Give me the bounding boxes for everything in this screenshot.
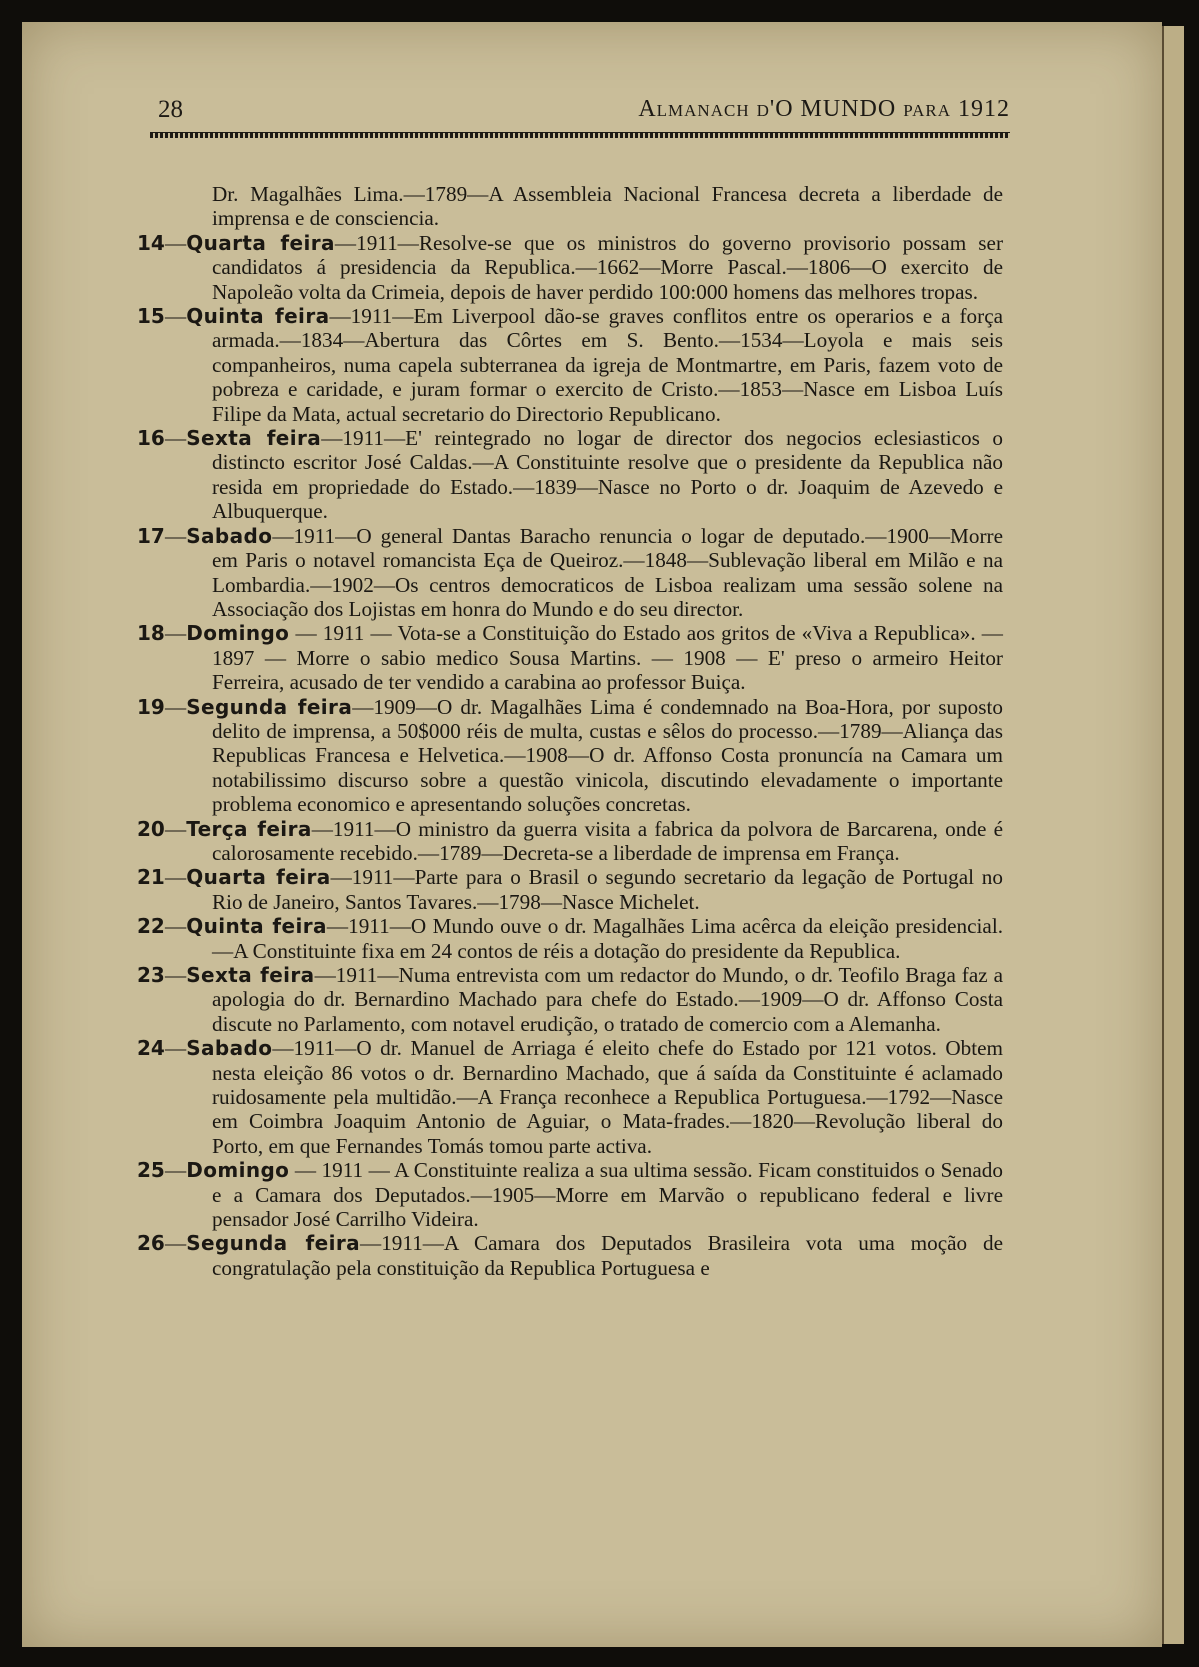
entry-text: —1911—Numa entrevista com um redactor do Mundo, o dr. Teofilo Braga faz a apologia do dr. Bernardino Machado para chefe do Estado.—1909—O dr. Affonso Costa discute no Parlamento, com notavel erudição, o tratado de comercio com a Alemanha. [212, 963, 1003, 1036]
header-rule [150, 132, 1010, 138]
entry-day-23: 23—Sexta feira—1911—Numa entrevista com um redactor do Mundo, o dr. Teofilo Braga faz a apologia do dr. Bernardino Machado para chefe do Estado.—1909—O dr. Affonso Costa discute no Parlamento, com notavel erudição, o tratado de comercio com a Alemanha. [137, 963, 1003, 1036]
entry-day-20: 20—Terça feira—1911—O ministro da guerra visita a fabrica da polvora de Barcarena, onde é calorosamente recebido.—1789—Decreta-se a liberdade de imprensa em França. [137, 816, 1003, 865]
weekday: Quarta feira [186, 865, 331, 890]
day-number: 26 [137, 1231, 165, 1256]
weekday: Domingo [186, 1158, 290, 1183]
entry-day-17: 17—Sabado—1911—O general Dantas Baracho renuncia o logar de deputado.—1900—Morre em Paris o notavel romancista Eça de Queiroz.—1848—Sublevação liberal em Milão e na Lombardia.—1902—Os centros democraticos de Lisboa realizam uma sessão solene na Associação dos Lojistas em honra do Mundo e do seu director. [137, 523, 1003, 621]
entry-day-26: 26—Segunda feira—1911—A Camara dos Deputados Brasileira vota uma moção de congratulação pela constituição da Republica Portuguesa e [137, 1231, 1003, 1280]
weekday: Segunda feira [186, 694, 353, 719]
weekday: Segunda feira [186, 1231, 361, 1256]
entry-day-22: 22—Quinta feira—1911—O Mundo ouve o dr. Magalhães Lima acêrca da eleição presidencial.—A Constituinte fixa em 24 contos de réis a dotação do presidente da Republica. [137, 914, 1004, 963]
weekday: Quarta feira [186, 230, 335, 255]
entry-text: —1911—O general Dantas Baracho renuncia o logar de deputado.—1900—Morre em Paris o notavel romancista Eça de Queiroz.—1848—Sublevação liberal em Milão e na Lombardia.—1902—Os centros democraticos de Lisboa realizam uma sessão solene na Associação dos Lojistas em honra do Mundo e do seu director. [212, 523, 1003, 621]
entry-day-21: 21—Quarta feira—1911—Parte para o Brasil o segundo secretario da legação de Portugal no Rio de Janeiro, Santos Tavares.—1798—Nasce Michelet. [137, 865, 1003, 914]
entry-day-24: 24—Sabado—1911—O dr. Manuel de Arriaga é eleito chefe do Estado por 121 votos. Obtem nesta eleição 86 votos o dr. Bernardino Machado, que á saída da Constituinte é aclamado ruidosamente pela multidão.—A França reconhece a Republica Portuguesa.—1792—Nasce em Coimbra Joaquim Antonio de Aguiar, o Mata-frades.—1820—Revolução liberal do Porto, em que Fernandes Tomás tomou parte activa. [137, 1036, 1003, 1158]
day-number: 14 [137, 230, 165, 255]
entry-text: —1911—O dr. Manuel de Arriaga é eleito chefe do Estado por 121 votos. Obtem nesta eleição 86 votos o dr. Bernardino Machado, que á saída da Constituinte é aclamado ruidosamente pela multidão.—A França reconhece a Republica Portuguesa.—1792—Nasce em Coimbra Joaquim Antonio de Aguiar, o Mata-frades.—1820—Revolução liberal do Porto, em que Fernandes Tomás tomou parte activa. [212, 1036, 1003, 1158]
day-number: 23 [137, 963, 165, 987]
day-number: 25 [137, 1158, 165, 1183]
day-number: 17 [137, 523, 165, 548]
entries-list [137, 231, 1003, 1280]
page-number: 28 [158, 96, 183, 123]
weekday: Sabado [186, 523, 273, 548]
entry-day-16: 16—Sexta feira—1911—E' reintegrado no logar de director dos negocios eclesiasticos o distincto escritor José Caldas.—A Constituinte resolve que o presidente da Republica não resida em propriedade do Estado.—1839—Nasce no Porto o dr. Joaquim de Azevedo e Albuquerque. [137, 426, 1004, 524]
entry-text: —1911—Em Liverpool dão-se graves conflitos entre os operarios e a força armada.—1834—Abertura das Côrtes em S. Bento.—1534—Loyola e mais seis companheiros, numa capela subterranea da igreja de Montmartre, em Paris, fazem voto de pobreza e caridade, e juram formar o exercito de Cristo.—1853—Nasce em Lisboa Luís Filipe da Mata, actual secretario do Directorio Republicano. [212, 304, 1003, 426]
entry-text: —1911—O Mundo ouve o dr. Magalhães Lima acêrca da eleição presidencial.—A Constituinte fixa em 24 contos de réis a dotação do presidente da Republica. [212, 914, 1004, 963]
weekday: Sexta feira [186, 963, 315, 987]
day-number: 16 [137, 426, 165, 451]
weekday: Quinta feira [186, 914, 327, 939]
day-number: 22 [137, 914, 165, 939]
intro-paragraph: Dr. Magalhães Lima.—1789—A Assembleia Nacional Francesa decreta a liberdade de imprensa e de consciencia. [212, 182, 1003, 231]
weekday: Sexta feira [186, 426, 322, 451]
weekday: Quinta feira [186, 304, 330, 329]
entry-text: —1911—E' reintegrado no logar de director dos negocios eclesiasticos o distincto escritor José Caldas.—A Constituinte resolve que o presidente da Republica não resida em propriedade do Estado.—1839—Nasce no Porto o dr. Joaquim de Azevedo e Albuquerque. [212, 426, 1004, 524]
weekday: Domingo [186, 621, 290, 646]
entry-text: — 1911 — A Constituinte realiza a sua ultima sessão. Ficam constituidos o Senado e a Camara dos Deputados.—1905—Morre em Marvão o republicano federal e livre pensador José Carrilho Videira. [212, 1158, 1003, 1232]
weekday: Terça feira [186, 816, 312, 841]
almanac-text [137, 182, 1003, 1280]
entry-day-15: 15—Quinta feira—1911—Em Liverpool dão-se graves conflitos entre os operarios e a força armada.—1834—Abertura das Côrtes em S. Bento.—1534—Loyola e mais seis companheiros, numa capela subterranea da igreja de Montmartre, em Paris, fazem voto de pobreza e caridade, e juram formar o exercito de Cristo.—1853—Nasce em Lisboa Luís Filipe da Mata, actual secretario do Directorio Republicano. [137, 304, 1003, 426]
entry-text: — 1911 — Vota-se a Constituição do Estado aos gritos de «Viva a Republica». — 1897 — Morre o sabio medico Sousa Martins. — 1908 — E' preso o armeiro Heitor Ferreira, acusado de ter vendido a carabina ao professor Buiça. [212, 621, 1003, 695]
day-number: 24 [137, 1036, 165, 1061]
running-title: Almanach d'O MUNDO para 1912 [638, 96, 1010, 122]
entry-text: —1911—Parte para o Brasil o segundo secretario da legação de Portugal no Rio de Janeiro, Santos Tavares.—1798—Nasce Michelet. [212, 865, 1003, 914]
entry-day-19: 19—Segunda feira—1909—O dr. Magalhães Lima é condemnado na Boa-Hora, por suposto delito de imprensa, a 50$000 réis de multa, custas e sêlos do processo.—1789—Aliança das Republicas Francesa e Helvetica.—1908—O dr. Affonso Costa pronuncía na Camara um notabilissimo discurso sobre a questão vinicola, discutindo elevadamente o importante problema economico e apresentando soluções concretas. [137, 694, 1003, 817]
day-number: 15 [137, 304, 165, 329]
page-edge [1162, 26, 1184, 1644]
weekday: Sabado [186, 1036, 273, 1061]
day-number: 18 [137, 621, 165, 646]
entry-text: —1911—Resolve-se que os ministros do governo provisorio possam ser candidatos á presidencia da Republica.—1662—Morre Pascal.—1806—O exercito de Napoleão volta da Crimeia, depois de haver perdido 100:000 homens das melhores tropas. [212, 230, 1003, 304]
day-number: 19 [137, 694, 165, 719]
page-header [154, 92, 1010, 132]
entry-text: —1909—O dr. Magalhães Lima é condemnado na Boa-Hora, por suposto delito de imprensa, a 50$000 réis de multa, custas e sêlos do processo.—1789—Aliança das Republicas Francesa e Helvetica.—1908—O dr. Affonso Costa pronuncía na Camara um notabilissimo discurso sobre a questão vinicola, discutindo elevadamente o importante problema economico e apresentando soluções concretas. [212, 694, 1003, 817]
entry-text: —1911—O ministro da guerra visita a fabrica da polvora de Barcarena, onde é calorosamente recebido.—1789—Decreta-se a liberdade de imprensa em França. [212, 816, 1003, 865]
entry-text: —1911—A Camara dos Deputados Brasileira vota uma moção de congratulação pela constituição da Republica Portuguesa e [212, 1231, 1003, 1280]
day-number: 20 [137, 816, 165, 841]
entry-day-25: 25—Domingo — 1911 — A Constituinte realiza a sua ultima sessão. Ficam constituidos o Senado e a Camara dos Deputados.—1905—Morre em Marvão o republicano federal e livre pensador José Carrilho Videira. [137, 1158, 1003, 1232]
entry-day-18: 18—Domingo — 1911 — Vota-se a Constituição do Estado aos gritos de «Viva a Republica». — 1897 — Morre o sabio medico Sousa Martins. — 1908 — E' preso o armeiro Heitor Ferreira, acusado de ter vendido a carabina ao professor Buiça. [137, 621, 1003, 695]
entry-day-14: 14—Quarta feira—1911—Resolve-se que os ministros do governo provisorio possam ser candidatos á presidencia da Republica.—1662—Morre Pascal.—1806—O exercito de Napoleão volta da Crimeia, depois de haver perdido 100:000 homens das melhores tropas. [137, 230, 1003, 304]
day-number: 21 [137, 865, 165, 890]
